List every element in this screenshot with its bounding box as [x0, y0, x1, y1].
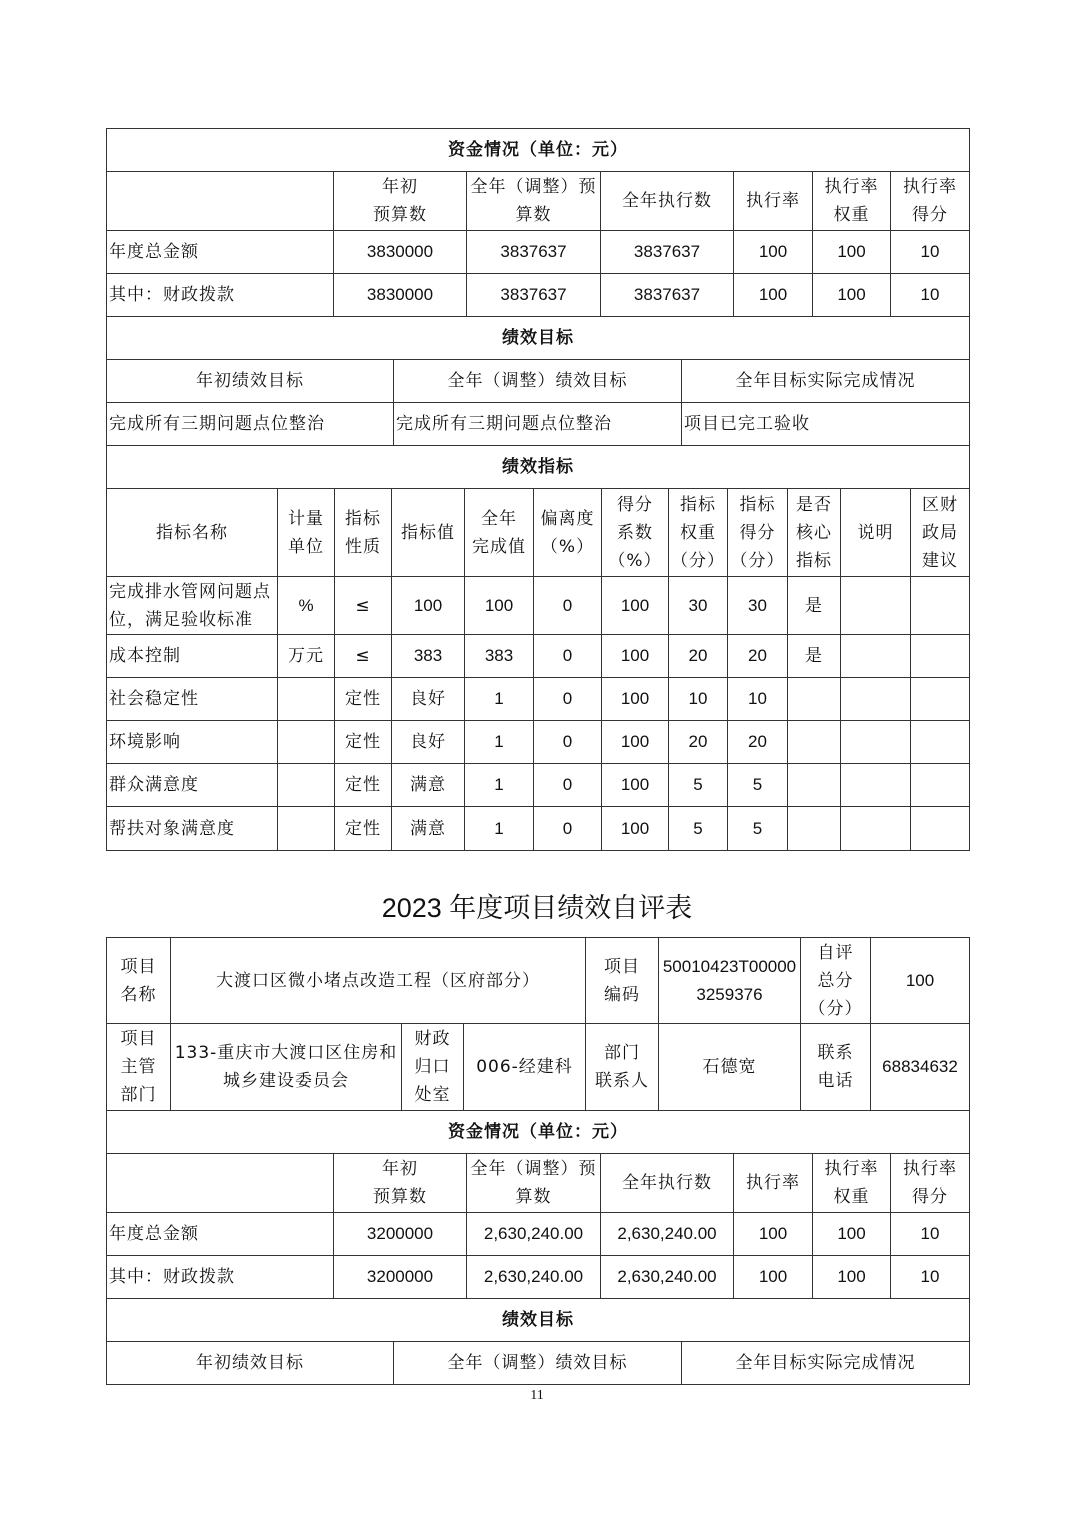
table-cell: 3830000	[334, 231, 467, 274]
section-title: 资金情况（单位：元）	[107, 129, 970, 172]
table-cell: 100	[602, 577, 669, 635]
table-cell: 0	[534, 678, 602, 721]
column-header: 指标值	[392, 489, 465, 577]
table-cell: ≤	[335, 635, 392, 678]
section-title: 绩效目标	[107, 317, 970, 360]
table-cell: ≤	[335, 577, 392, 635]
info-row	[107, 1024, 970, 1111]
column-header: 全年（调整）预 算数	[467, 172, 601, 231]
table-cell: 30	[669, 577, 728, 635]
column-header: 计量 单位	[278, 489, 335, 577]
table-cell: 10	[891, 1256, 970, 1299]
table-cell: 大渡口区微小堵点改造工程（区府部分）	[171, 938, 586, 1024]
table-cell: 其中：财政拨款	[107, 274, 334, 317]
column-header: 指标 得分 （分）	[728, 489, 788, 577]
table-cell: 0	[534, 721, 602, 764]
table-cell: 100	[602, 764, 669, 807]
table-cell: 定性	[335, 678, 392, 721]
section-header	[107, 446, 970, 489]
column-header: 指标名称	[107, 489, 278, 577]
table-cell: 30	[728, 577, 788, 635]
table-cell: 100	[871, 938, 970, 1024]
table-cell	[788, 678, 841, 721]
table-cell: 3200000	[334, 1256, 467, 1299]
table-cell	[911, 577, 970, 635]
column-header: 执行率 权重	[813, 1154, 891, 1213]
column-header: 全年执行数	[601, 1154, 734, 1213]
table-cell: 10	[891, 231, 970, 274]
table-cell: 其中：财政拨款	[107, 1256, 334, 1299]
table-cell	[278, 678, 335, 721]
table-cell: 项目已完工验收	[682, 403, 970, 446]
table-cell	[911, 678, 970, 721]
table-cell: 石德宽	[659, 1024, 801, 1111]
table-cell: 100	[813, 1256, 891, 1299]
table-row	[107, 1256, 970, 1299]
table-cell	[278, 807, 335, 851]
table-cell: 3837637	[467, 231, 601, 274]
table-cell: 财政 归口 处室	[402, 1024, 464, 1111]
section-header	[107, 129, 970, 172]
table-cell: 50010423T00000 3259376	[659, 938, 801, 1024]
table-cell: %	[278, 577, 335, 635]
table-cell	[911, 807, 970, 851]
table-row	[107, 764, 970, 807]
column-header: 年初绩效目标	[107, 1342, 394, 1385]
table-cell: 环境影响	[107, 721, 278, 764]
column-header: 执行率	[734, 172, 813, 231]
table-row	[107, 274, 970, 317]
table-cell: 3830000	[334, 274, 467, 317]
table-cell: 006-经建科	[464, 1024, 586, 1111]
table-cell	[841, 577, 911, 635]
table-cell: 定性	[335, 764, 392, 807]
page-title: 2023 年度项目绩效自评表	[381, 893, 693, 923]
header-row	[107, 1154, 970, 1213]
table-cell: 定性	[335, 807, 392, 851]
table-row	[107, 678, 970, 721]
table-cell	[788, 764, 841, 807]
table-cell: 3837637	[601, 231, 734, 274]
table-cell: 5	[669, 764, 728, 807]
column-header: 年初 预算数	[334, 172, 467, 231]
table-cell: 383	[392, 635, 465, 678]
table-cell: 完成排水管网问题点位，满足验收标准	[107, 577, 278, 635]
header-row	[107, 1342, 970, 1385]
table-cell: 100	[602, 678, 669, 721]
table-row	[107, 403, 970, 446]
table-cell: 1	[465, 678, 534, 721]
table-cell: 2,630,240.00	[601, 1256, 734, 1299]
column-header: 执行率 权重	[813, 172, 891, 231]
info-row	[107, 938, 970, 1024]
table-cell: 20	[728, 721, 788, 764]
table-cell: 1	[465, 764, 534, 807]
table-cell: 10	[891, 1213, 970, 1256]
table-cell: 10	[669, 678, 728, 721]
column-header: 执行率 得分	[891, 1154, 970, 1213]
table-cell: 20	[728, 635, 788, 678]
table-cell: 2,630,240.00	[467, 1213, 601, 1256]
column-header: 全年目标实际完成情况	[682, 360, 970, 403]
table-cell	[841, 764, 911, 807]
table-cell	[911, 635, 970, 678]
column-header: 是否 核心 指标	[788, 489, 841, 577]
column-header: 区财 政局 建议	[911, 489, 970, 577]
table-cell: 2,630,240.00	[467, 1256, 601, 1299]
section-header	[107, 317, 970, 360]
performance-table-1	[106, 128, 970, 851]
table-cell: 5	[728, 764, 788, 807]
column-header: 指标 性质	[335, 489, 392, 577]
table-row	[107, 1213, 970, 1256]
table-cell: 项目 名称	[107, 938, 171, 1024]
table-cell	[841, 721, 911, 764]
table-cell: 100	[465, 577, 534, 635]
table-cell: 100	[813, 274, 891, 317]
table-cell: 0	[534, 764, 602, 807]
table-cell: 满意	[392, 807, 465, 851]
column-header: 全年执行数	[601, 172, 734, 231]
column-header: 执行率 得分	[891, 172, 970, 231]
table-cell	[911, 764, 970, 807]
section-title: 资金情况（单位：元）	[107, 1111, 970, 1154]
table-cell: 100	[734, 1256, 813, 1299]
table-cell: 1	[465, 807, 534, 851]
table-cell	[788, 721, 841, 764]
table-cell: 完成所有三期问题点位整治	[107, 403, 394, 446]
column-header	[107, 1154, 334, 1213]
table-cell: 20	[669, 635, 728, 678]
table-cell: 是	[788, 577, 841, 635]
table-cell: 定性	[335, 721, 392, 764]
performance-table-2	[106, 937, 970, 1385]
table-cell: 良好	[392, 678, 465, 721]
header-row	[107, 489, 970, 577]
column-header: 指标 权重 （分）	[669, 489, 728, 577]
column-header: 年初绩效目标	[107, 360, 394, 403]
table-cell: 满意	[392, 764, 465, 807]
table-cell: 383	[465, 635, 534, 678]
table-cell: 68834632	[871, 1024, 970, 1111]
table-cell: 100	[734, 1213, 813, 1256]
column-header	[107, 172, 334, 231]
table-row	[107, 721, 970, 764]
table-cell: 0	[534, 807, 602, 851]
page-number: 11	[530, 1388, 544, 1403]
table-cell: 项目 主管 部门	[107, 1024, 171, 1111]
table-cell: 2,630,240.00	[601, 1213, 734, 1256]
column-header: 全年 完成值	[465, 489, 534, 577]
table-cell: 成本控制	[107, 635, 278, 678]
table-cell: 100	[813, 231, 891, 274]
table-cell	[841, 807, 911, 851]
table-cell: 133-重庆市大渡口区住房和 城乡建设委员会	[171, 1024, 402, 1111]
column-header: 执行率	[734, 1154, 813, 1213]
table-cell: 联系 电话	[801, 1024, 871, 1111]
table-cell: 100	[602, 807, 669, 851]
table-cell: 社会稳定性	[107, 678, 278, 721]
table-cell: 100	[602, 721, 669, 764]
header-row	[107, 360, 970, 403]
table-cell: 完成所有三期问题点位整治	[394, 403, 682, 446]
table-cell: 5	[669, 807, 728, 851]
table-cell: 100	[602, 635, 669, 678]
table-cell: 3837637	[467, 274, 601, 317]
table-cell: 年度总金额	[107, 231, 334, 274]
table-cell	[278, 764, 335, 807]
table-cell	[911, 721, 970, 764]
column-header: 得分 系数 （%）	[602, 489, 669, 577]
table-cell: 10	[728, 678, 788, 721]
table-cell: 项目 编码	[586, 938, 659, 1024]
table-cell: 100	[734, 274, 813, 317]
section-header	[107, 1111, 970, 1154]
table-cell: 良好	[392, 721, 465, 764]
table-cell: 帮扶对象满意度	[107, 807, 278, 851]
column-header: 全年（调整）预 算数	[467, 1154, 601, 1213]
column-header: 全年（调整）绩效目标	[394, 1342, 682, 1385]
table-cell: 100	[813, 1213, 891, 1256]
table-cell: 群众满意度	[107, 764, 278, 807]
table-cell: 年度总金额	[107, 1213, 334, 1256]
table-cell: 20	[669, 721, 728, 764]
column-header: 年初 预算数	[334, 1154, 467, 1213]
table-cell: 3837637	[601, 274, 734, 317]
header-row	[107, 172, 970, 231]
section-header	[107, 1299, 970, 1342]
table-row	[107, 807, 970, 851]
table-cell	[841, 635, 911, 678]
column-header: 偏离度 （%）	[534, 489, 602, 577]
table-cell: 0	[534, 635, 602, 678]
section-title: 绩效指标	[107, 446, 970, 489]
column-header: 全年目标实际完成情况	[682, 1342, 970, 1385]
section-title: 绩效目标	[107, 1299, 970, 1342]
table-row	[107, 577, 970, 635]
table-cell: 是	[788, 635, 841, 678]
table-cell: 自评 总分 （分）	[801, 938, 871, 1024]
table-row	[107, 231, 970, 274]
table-cell: 3200000	[334, 1213, 467, 1256]
table-cell: 100	[734, 231, 813, 274]
table-cell: 10	[891, 274, 970, 317]
table-cell: 0	[534, 577, 602, 635]
table-cell	[841, 678, 911, 721]
table-cell	[788, 807, 841, 851]
table-cell	[278, 721, 335, 764]
table-cell: 部门 联系人	[586, 1024, 659, 1111]
column-header: 全年（调整）绩效目标	[394, 360, 682, 403]
column-header: 说明	[841, 489, 911, 577]
table-cell: 1	[465, 721, 534, 764]
table-row	[107, 635, 970, 678]
table-cell: 万元	[278, 635, 335, 678]
table-cell: 100	[392, 577, 465, 635]
table-cell: 5	[728, 807, 788, 851]
